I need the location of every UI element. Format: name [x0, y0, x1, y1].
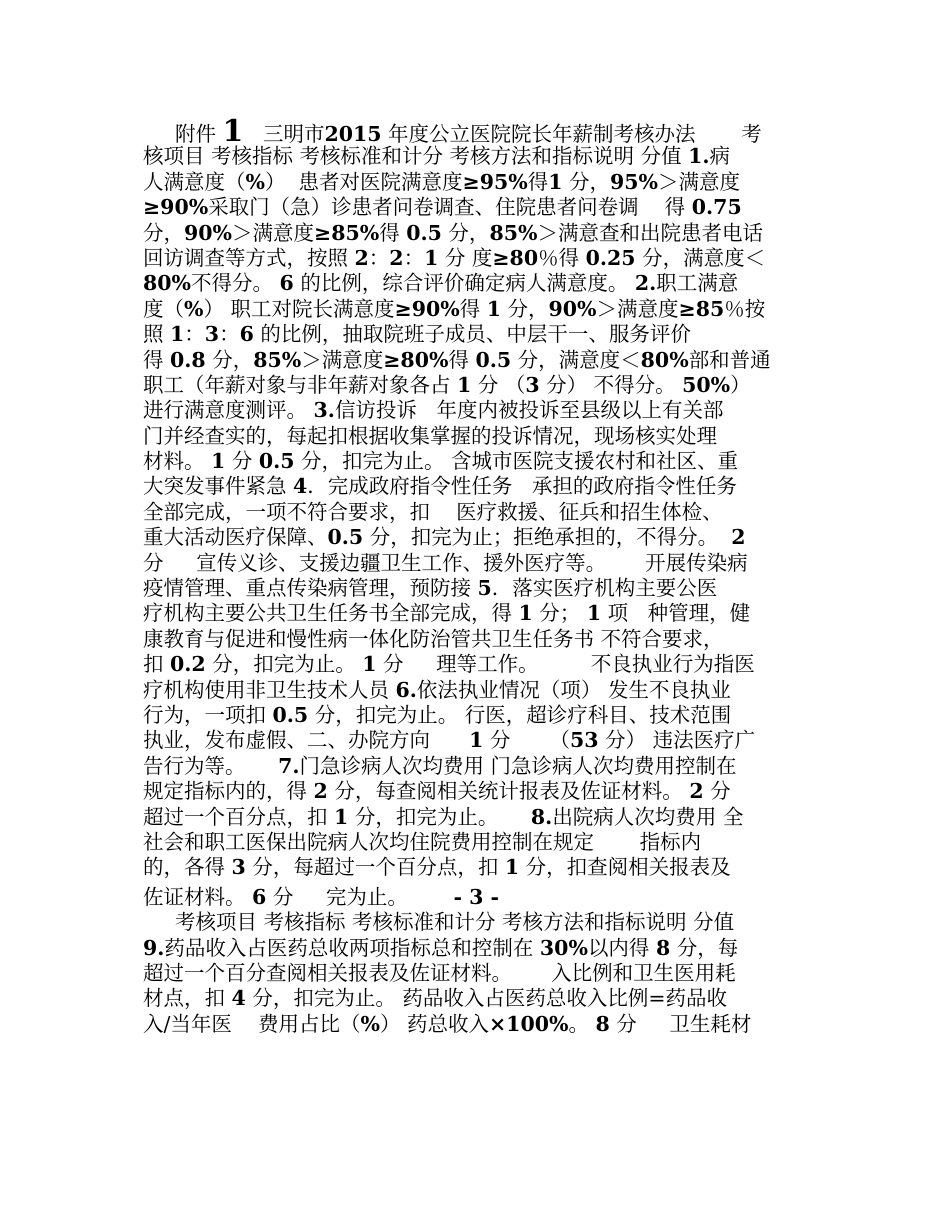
text-run: 分， [205, 347, 254, 372]
text-run: 2015 [324, 122, 382, 146]
text-run: 80% [143, 271, 192, 296]
text-run: 4 [293, 474, 308, 499]
text-run: 附件 [175, 122, 223, 146]
text-run: 3. [313, 398, 335, 423]
text-run: ≥85% [314, 220, 380, 245]
text-line [143, 449, 811, 474]
text-run: 采取门（急）诊患者问卷调查、住院患者问卷调 得 [208, 195, 692, 220]
text-run: 分 [225, 449, 259, 474]
text-run: 材点，扣 [143, 986, 232, 1011]
text-run: 药品收入占医药总收两项指标总和控制在 [164, 935, 540, 960]
text-run: 90% [548, 296, 597, 321]
text-run: 告行为等。 [143, 753, 279, 778]
text-run: 进行满意度测评。 [143, 398, 314, 423]
text-run: 社会和职工医保出院病人次均住院费用控制在规定 指标内 [143, 829, 702, 854]
text-run: 疗机构使用非卫生技术人员 [143, 677, 396, 702]
text-line [143, 170, 811, 195]
text-run: % [184, 296, 204, 321]
text-line [143, 703, 811, 728]
text-run: ＞满意度 [301, 347, 384, 372]
text-line [143, 627, 811, 652]
text-run: 分 卫生耗材 [609, 1011, 752, 1036]
text-run: 分； [532, 601, 587, 626]
text-run: 分， [501, 296, 549, 321]
text-run: 9. [143, 935, 165, 960]
text-run: 3 [204, 322, 220, 347]
text-run: 全部完成，一项不符合要求，扣 医疗救援、征兵和招生体检、 [143, 499, 723, 524]
text-run: 8. [530, 804, 553, 829]
text-run: 回访调查等方式，按照 [143, 245, 355, 270]
text-run: 4 [231, 986, 246, 1011]
text-run: 行为，一项扣 [143, 702, 273, 727]
text-run: 执业，发布虚假、二、办院方向 [143, 728, 470, 753]
text-run: 5 [477, 576, 492, 601]
text-run: 分 完为止。 [266, 884, 454, 909]
text-run: 照 [143, 322, 171, 347]
text-run: ×100% [489, 1011, 569, 1036]
text-line [143, 348, 811, 373]
text-run: 分，扣查阅相关报表及 [519, 855, 731, 880]
text-run: 0.5 [327, 525, 364, 550]
text-run: 0.5 [272, 702, 309, 727]
text-line [143, 754, 811, 779]
text-run: 1. [688, 144, 710, 169]
text-run: 材料。 [143, 449, 212, 474]
text-run: 6 [239, 322, 254, 347]
text-run: 1 [334, 804, 349, 829]
text-run: 部和普通 [688, 347, 771, 372]
text-run: ≥90% [394, 296, 460, 321]
text-run: ＞满意度 [658, 169, 741, 194]
text-line [143, 474, 811, 499]
text-run: 分 （ [471, 372, 526, 397]
text-run: 1 [586, 601, 602, 626]
text-run: 53 [570, 728, 599, 753]
text-run: 考核项目 考核指标 考核标准和计分 考核方法和指标说明 分值 [175, 910, 735, 935]
text-run: 6 [279, 271, 294, 296]
text-run: 。 [568, 1011, 596, 1036]
text-run: - 3 - [453, 884, 500, 909]
text-run: 重大活动医疗保障、 [143, 525, 328, 550]
text-run: 分 度 [438, 245, 493, 270]
text-run: 职工（年薪对象与非年薪对象各占 [143, 372, 458, 397]
text-run: 年度公立医院院长年薪制考核办法 考 [381, 122, 762, 146]
text-line [143, 424, 811, 449]
text-run: 门急诊病人次均费用 门急诊病人次均费用控制在 [299, 753, 737, 778]
text-run: 85% [253, 347, 302, 372]
text-run: 2 [389, 245, 404, 270]
text-run: 分，每超过一个百分点，扣 [245, 855, 505, 880]
text-run: 人满意度（ [143, 169, 246, 194]
text-run: 得 [527, 169, 549, 194]
text-run: 分，扣完为止；拒绝承担的，不得分。 [363, 525, 732, 550]
text-run: ： [368, 245, 390, 270]
text-line [143, 525, 811, 550]
text-run: ＞满意查和出院患者电话 [537, 220, 763, 245]
text-run: 30% [539, 935, 588, 960]
text-run: 项 种管理，健 [601, 601, 751, 626]
text-run: 分， [562, 169, 611, 194]
text-run: 佐证材料。 [143, 884, 253, 909]
text-run: ≥95% [462, 169, 528, 194]
text-run: 得 [379, 220, 407, 245]
text-run: ： [184, 322, 205, 347]
text-line [143, 114, 811, 149]
text-line [143, 398, 811, 423]
text-run: ＞满意度 [232, 220, 315, 245]
text-run: 的，各得 [143, 855, 232, 880]
text-run: 50% [682, 372, 731, 397]
text-run: 1 [457, 372, 472, 397]
text-run: 规定指标内的，得 [143, 779, 314, 804]
text-line [143, 779, 811, 804]
text-run: 分 [703, 779, 731, 804]
text-run: 得 [459, 296, 487, 321]
text-line [143, 805, 811, 830]
text-run: ≥80% [383, 347, 449, 372]
text-run: 分，满意度＜ [511, 347, 641, 372]
text-run: 1 [211, 449, 226, 474]
text-line [143, 728, 811, 753]
text-run: 2 [313, 779, 328, 804]
text-run: ．落实医疗机构主要公医 [491, 576, 718, 601]
text-run: 疫情管理、重点传染病管理，预防接 [143, 576, 478, 601]
text-run: 分 理等工作。 不良执业行为指医 [376, 652, 755, 677]
text-run: 的比例，综合评价确定病人满意度。 [293, 271, 635, 296]
text-run: 分， [143, 220, 184, 245]
text-run: 1 [504, 855, 520, 880]
text-run: 1 [469, 728, 484, 753]
text-run: 分， [441, 220, 490, 245]
text-run: 2. [634, 271, 657, 296]
text-run: 分 宣传义诊、支援边疆卫生工作、援外医疗等。 开展传染病 [143, 550, 748, 575]
text-run: 1 [424, 245, 439, 270]
text-line [143, 1012, 811, 1037]
text-line [143, 195, 811, 220]
text-line [143, 576, 811, 601]
text-line [143, 246, 811, 271]
text-run: 2 [731, 525, 746, 550]
text-run: 3 [525, 372, 540, 397]
text-run: ％得 [538, 245, 586, 270]
text-run: 分，每 [670, 935, 739, 960]
text-run: 康教育与促进和慢性病一体化防治管共卫生任务书 不符合要求， [143, 626, 724, 651]
text-run: 分，每查阅相关统计报表及佐证材料。 [327, 779, 690, 804]
text-run: 分，扣完为止。 [205, 652, 363, 677]
text-run: 0.5 [258, 449, 295, 474]
text-line [143, 936, 811, 961]
text-line [143, 961, 811, 986]
text-run: ＞满意度 [596, 296, 679, 321]
text-line [143, 678, 811, 703]
text-run: 0.8 [170, 347, 206, 372]
text-run: 85% [489, 220, 538, 245]
text-line [143, 986, 811, 1011]
text-run: 依法执业情况（项） 发生不良执业 [416, 677, 731, 702]
text-run: 6 [252, 884, 267, 909]
text-run: 的比例，抽取院班子成员、中层干一、服务评价 [253, 322, 691, 347]
text-line [143, 221, 811, 246]
text-run: 1 [548, 169, 563, 194]
text-run: ．完成政府指令性任务 承担的政府指令性任务 [307, 474, 737, 499]
document-body [143, 114, 811, 1037]
text-line [143, 910, 811, 935]
text-run: 1 [486, 296, 501, 321]
text-run: 1 [170, 322, 185, 347]
text-run: 分，扣完为止。 行医，超诊疗科目、技术范围 [308, 702, 732, 727]
text-run: 0.5 [475, 347, 512, 372]
text-run: 0.75 [691, 195, 742, 220]
text-line [143, 652, 811, 677]
text-run: ） [730, 372, 751, 397]
text-run: 分） 违法医疗广 [598, 728, 756, 753]
text-run: 分） 不得分。 [539, 372, 683, 397]
text-line [143, 271, 811, 296]
text-run: ） 职工对院长满意度 [203, 296, 395, 321]
text-line [143, 297, 811, 322]
text-run: 8 [655, 935, 671, 960]
text-run: ） 患者对医院满意度 [264, 169, 463, 194]
text-run: % [360, 1011, 380, 1036]
text-run: ％按 [724, 296, 766, 321]
text-run: 以内得 [587, 935, 656, 960]
text-run: ≥80 [492, 245, 539, 270]
text-run: 2 [354, 245, 369, 270]
text-run: 病 [709, 144, 730, 169]
text-run: 90% [184, 220, 233, 245]
text-run: 核项目 考核指标 考核标准和计分 考核方法和指标说明 分值 [143, 144, 689, 169]
text-run: 得 [448, 347, 476, 372]
text-run: 度（ [143, 296, 184, 321]
text-run: 分，扣完为止。 [348, 804, 531, 829]
text-line [143, 322, 811, 347]
text-run: 95% [610, 169, 659, 194]
text-run: ： [403, 245, 425, 270]
text-run: 不得分。 [191, 271, 280, 296]
text-run: 分，扣完为止。 含城市医院支援农村和社区、重 [294, 449, 739, 474]
text-run: 2 [689, 779, 704, 804]
text-run: 1 [518, 601, 533, 626]
text-run: 三明市 [243, 122, 325, 146]
text-run: ≥85 [678, 296, 725, 321]
text-run: 1 [222, 114, 244, 149]
text-run: 3 [231, 855, 246, 880]
text-line [143, 601, 811, 626]
text-run: 入/当年医 费用占比（ [143, 1011, 361, 1036]
text-line [143, 855, 811, 880]
text-run: ： [219, 322, 240, 347]
text-line [143, 885, 811, 910]
text-run: 疗机构主要公共卫生任务书全部完成，得 [143, 601, 519, 626]
text-run: 出院病人次均费用 全 [552, 804, 744, 829]
text-run: 分 （ [483, 728, 570, 753]
text-run: 信访投诉 年度内被投诉至县级以上有关部 [334, 398, 724, 423]
text-line [143, 830, 811, 855]
text-run: 职工满意 [656, 271, 739, 296]
text-run: 0.25 [585, 245, 636, 270]
text-line [143, 551, 811, 576]
text-run: 超过一个百分点，扣 [143, 804, 335, 829]
text-run: 门并经查实的，每起扣根据收集掌握的投诉情况，现场核实处理 [143, 423, 717, 448]
text-run: 扣 [143, 652, 171, 677]
text-run: 8 [595, 1011, 610, 1036]
text-run: ≥90% [143, 195, 209, 220]
text-run: 得 [143, 347, 171, 372]
text-run: 1 [362, 652, 377, 677]
text-run: 6. [395, 677, 417, 702]
text-run: 0.5 [406, 220, 442, 245]
text-run: 7. [278, 753, 300, 778]
text-line [143, 144, 811, 169]
text-run: 超过一个百分查阅相关报表及佐证材料。 入比例和卫生医用耗 [143, 960, 736, 985]
text-line [143, 500, 811, 525]
text-run: 80% [640, 347, 689, 372]
text-run: % [245, 169, 265, 194]
document-page [143, 114, 811, 1037]
text-run: 0.2 [170, 652, 206, 677]
text-run: 大突发事件紧急 [143, 474, 294, 499]
text-run: ） 药总收入 [379, 1011, 489, 1036]
text-run: 分，满意度＜ [635, 245, 766, 270]
text-line [143, 373, 811, 398]
text-run: 分，扣完为止。 药品收入占医药总收入比例=药品收 [245, 986, 728, 1011]
